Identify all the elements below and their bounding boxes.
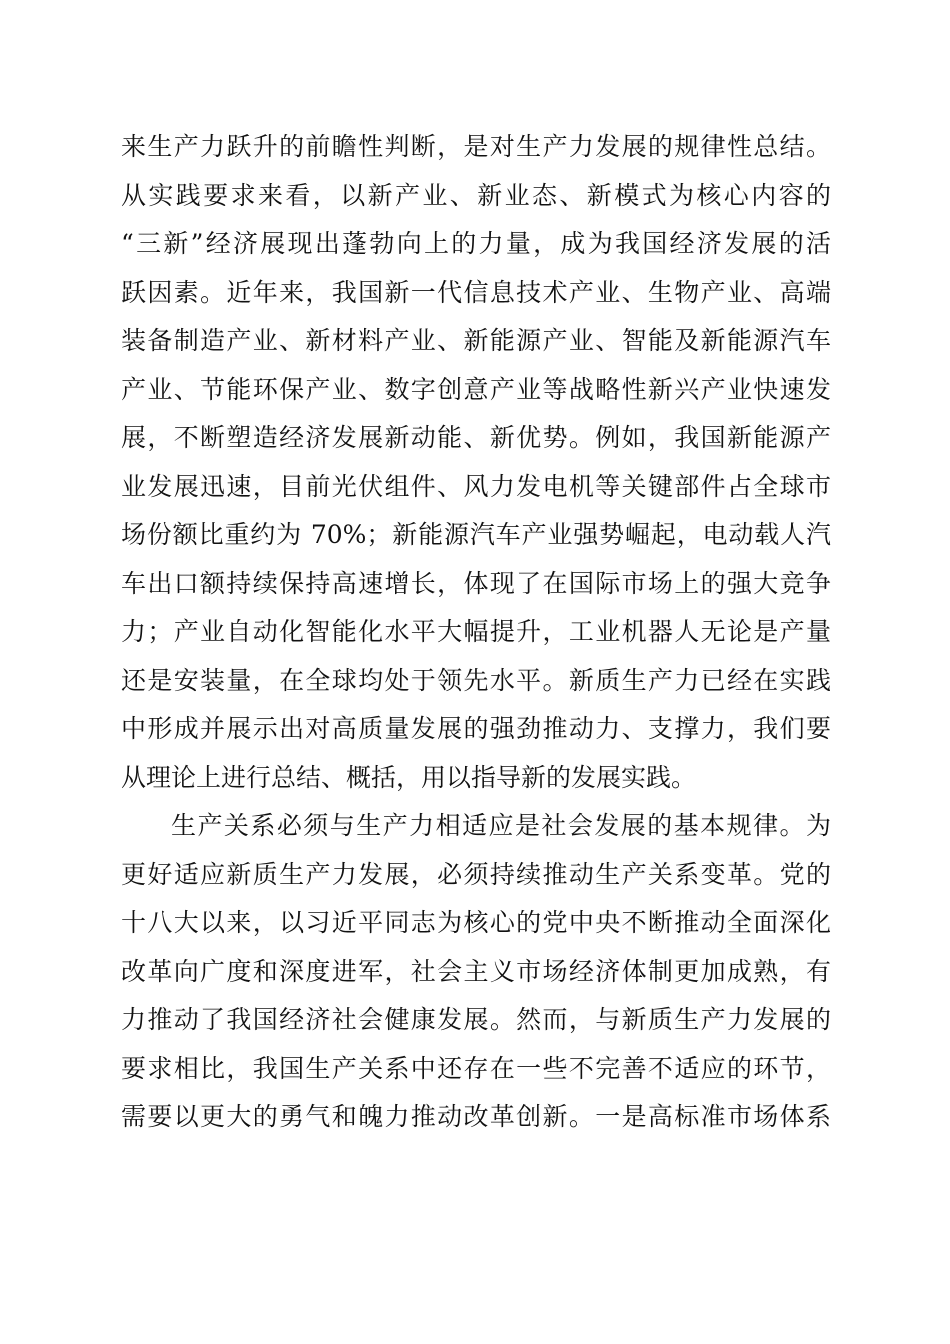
text-line: 从理论上进行总结、概括，用以指导新的发展实践。: [121, 762, 697, 792]
text-line: 力；产业自动化智能化水平大幅提升，工业机器人无论是产量: [121, 617, 831, 646]
text-line: 车出口额持续保持高速增长，体现了在国际市场上的强大竞争: [121, 568, 831, 598]
text-line: 跃因素。近年来，我国新一代信息技术产业、生物产业、高端: [121, 277, 831, 307]
text-line: 十八大以来，以习近平同志为核心的党中央不断推动全面深化: [121, 908, 831, 937]
text-line: “三新”经济展现出蓬勃向上的力量，成为我国经济发展的活: [121, 229, 831, 258]
text-line: 从实践要求来看，以新产业、新业态、新模式为核心内容的: [121, 180, 831, 210]
text-line: 更好适应新质生产力发展，必须持续推动生产关系变革。党的: [121, 859, 831, 889]
paragraph-2: [121, 802, 831, 1142]
text-line: 场份额比重约为 70%；新能源汽车产业强势崛起，电动载人汽: [121, 520, 831, 549]
text-line: 业发展迅速，目前光伏组件、风力发电机等关键部件占全球市: [121, 471, 831, 501]
text-line: 产业、节能环保产业、数字创意产业等战略性新兴产业快速发: [121, 374, 831, 404]
text-line: 生产关系必须与生产力相适应是社会发展的基本规律。为: [171, 811, 831, 840]
text-line: 中形成并展示出对高质量发展的强劲推动力、支撑力，我们要: [121, 714, 831, 743]
body-text: [121, 123, 831, 1142]
text-line: 还是安装量，在全球均处于领先水平。新质生产力已经在实践: [121, 665, 831, 695]
text-line: 来生产力跃升的前瞻性判断，是对生产力发展的规律性总结。: [121, 132, 831, 161]
text-line: 需要以更大的勇气和魄力推动改革创新。一是高标准市场体系: [121, 1102, 831, 1131]
paragraph-1: [121, 123, 831, 802]
text-line: 装备制造产业、新材料产业、新能源产业、智能及新能源汽车: [121, 326, 831, 355]
text-line: 要求相比，我国生产关系中还存在一些不完善不适应的环节，: [121, 1053, 831, 1083]
text-line: 展，不断塑造经济发展新动能、新优势。例如，我国新能源产: [121, 423, 831, 452]
text-line: 力推动了我国经济社会健康发展。然而，与新质生产力发展的: [121, 1005, 831, 1034]
text-line: 改革向广度和深度进军，社会主义市场经济体制更加成熟，有: [121, 956, 831, 986]
